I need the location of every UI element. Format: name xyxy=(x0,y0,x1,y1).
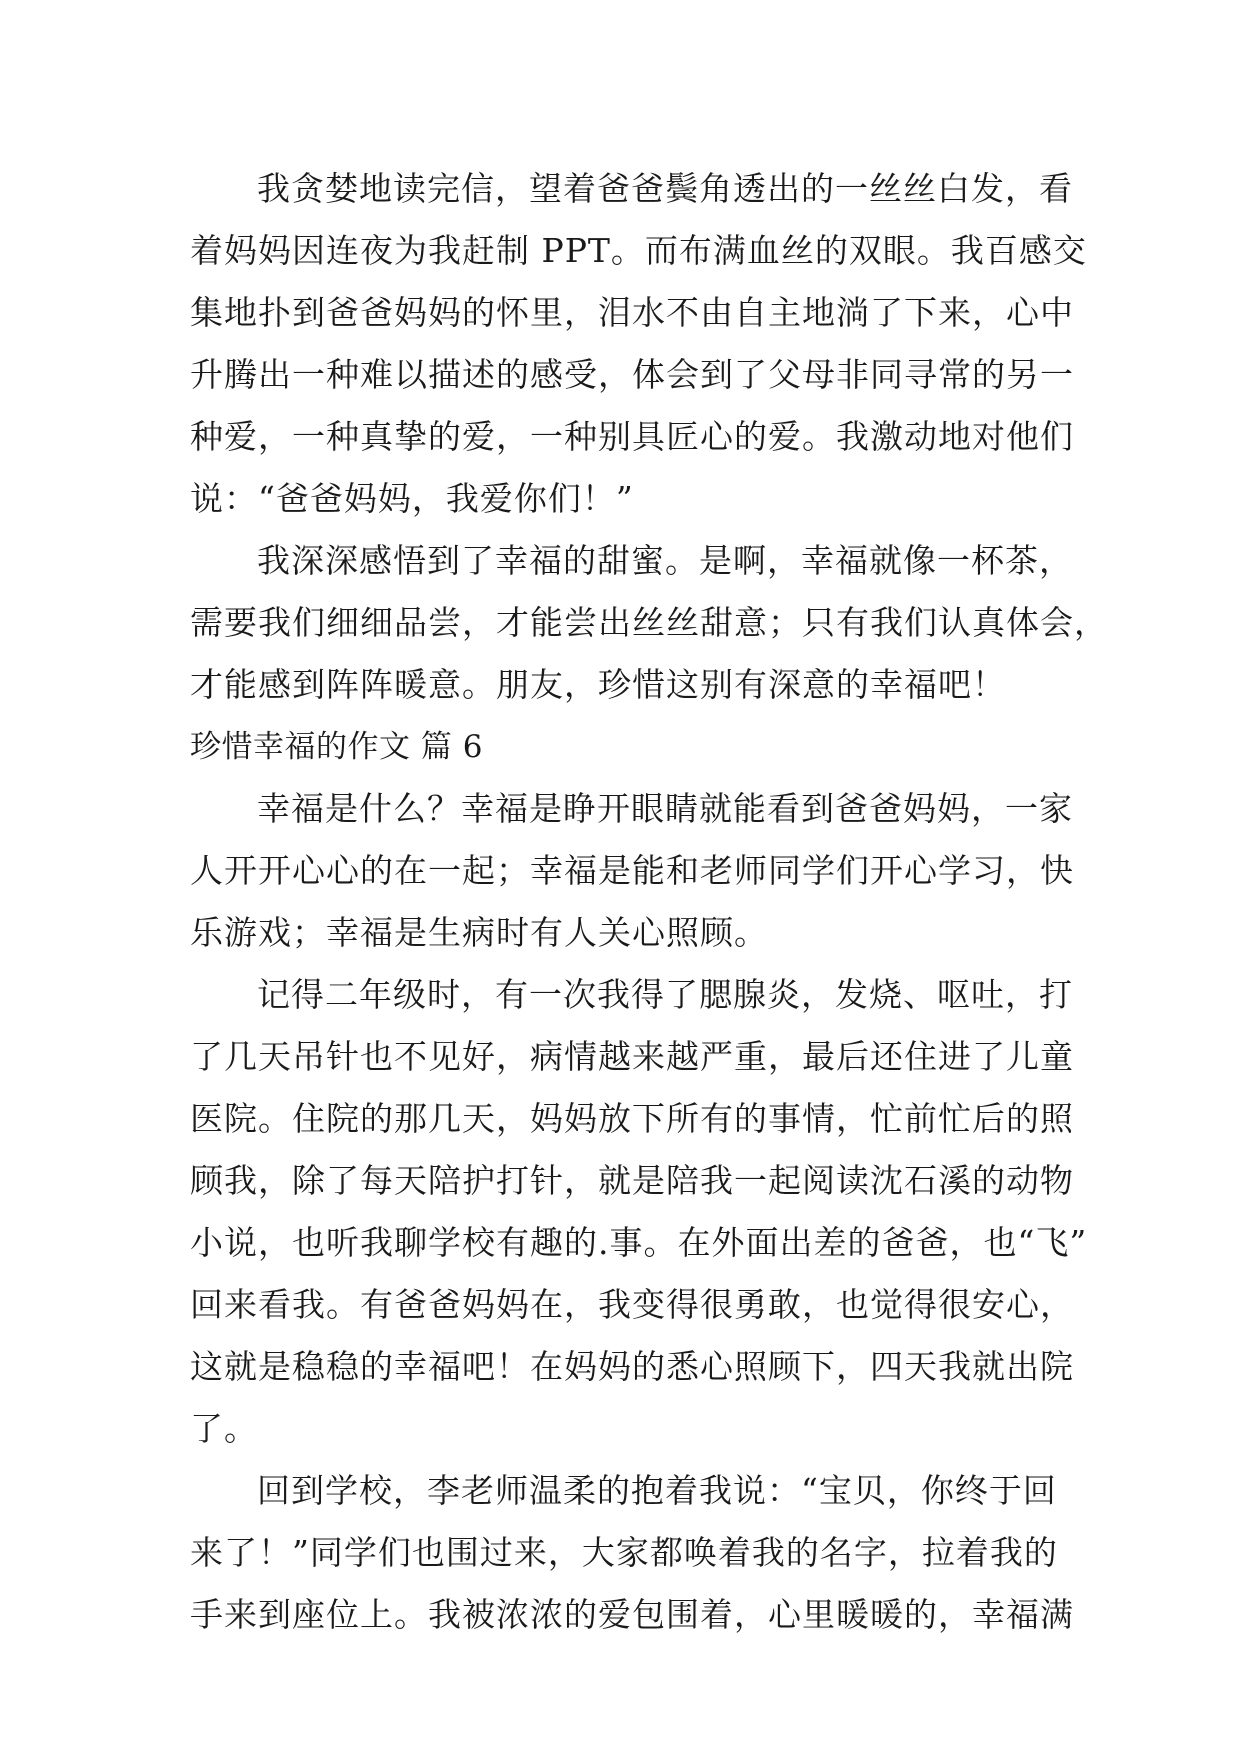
text-line: 种爱，一种真挚的爱，一种别具匠心的爱。我激动地对他们 xyxy=(190,417,1074,456)
text-line: 医院。住院的那几天，妈妈放下所有的事情，忙前忙后的照 xyxy=(190,1099,1074,1138)
text-line: 了几天吊针也不见好，病情越来越严重，最后还住进了儿童 xyxy=(190,1037,1074,1076)
text-line: 幸福是什么？幸福是睁开眼睛就能看到爸爸妈妈，一家 xyxy=(257,789,1073,828)
text-line: 回到学校，李老师温柔的抱着我说：“宝贝，你终于回 xyxy=(257,1471,1057,1510)
text-line: 了。 xyxy=(190,1409,258,1448)
section-heading: 珍惜幸福的作文 篇 6 xyxy=(190,729,483,765)
text-line: 人开开心心的在一起；幸福是能和老师同学们开心学习，快 xyxy=(190,851,1074,890)
text-line: 说：“爸爸妈妈，我爱你们！” xyxy=(190,479,634,518)
text-line: 小说，也听我聊学校有趣的.事。在外面出差的爸爸，也“飞” xyxy=(190,1223,1088,1262)
text-line: 我深深感悟到了幸福的甜蜜。是啊，幸福就像一杯茶， xyxy=(257,541,1073,580)
document-page xyxy=(190,158,1108,1646)
text-line: 着妈妈因连夜为我赶制 PPT。而布满血丝的双眼。我百感交 xyxy=(190,231,1087,270)
text-line: 我贪婪地读完信，望着爸爸鬓角透出的一丝丝白发，看 xyxy=(257,169,1073,208)
text-line: 来了！”同学们也围过来，大家都唤着我的名字，拉着我的 xyxy=(190,1533,1058,1572)
text-line: 记得二年级时，有一次我得了腮腺炎，发烧、呕吐，打 xyxy=(257,975,1073,1014)
text-line: 需要我们细细品尝，才能尝出丝丝甜意；只有我们认真体会， xyxy=(190,603,1108,642)
text-line: 顾我，除了每天陪护打针，就是陪我一起阅读沈石溪的动物 xyxy=(190,1161,1074,1200)
text-line: 回来看我。有爸爸妈妈在，我变得很勇敢，也觉得很安心， xyxy=(190,1285,1074,1324)
text-line: 乐游戏；幸福是生病时有人关心照顾。 xyxy=(190,913,768,952)
text-line: 集地扑到爸爸妈妈的怀里，泪水不由自主地淌了下来，心中 xyxy=(190,293,1074,332)
text-line: 这就是稳稳的幸福吧！在妈妈的悉心照顾下，四天我就出院 xyxy=(190,1347,1074,1386)
text-line: 才能感到阵阵暖意。朋友，珍惜这别有深意的幸福吧！ xyxy=(190,665,1006,704)
text-line: 升腾出一种难以描述的感受，体会到了父母非同寻常的另一 xyxy=(190,355,1074,394)
text-line: 手来到座位上。我被浓浓的爱包围着，心里暖暖的，幸福满 xyxy=(190,1595,1074,1634)
